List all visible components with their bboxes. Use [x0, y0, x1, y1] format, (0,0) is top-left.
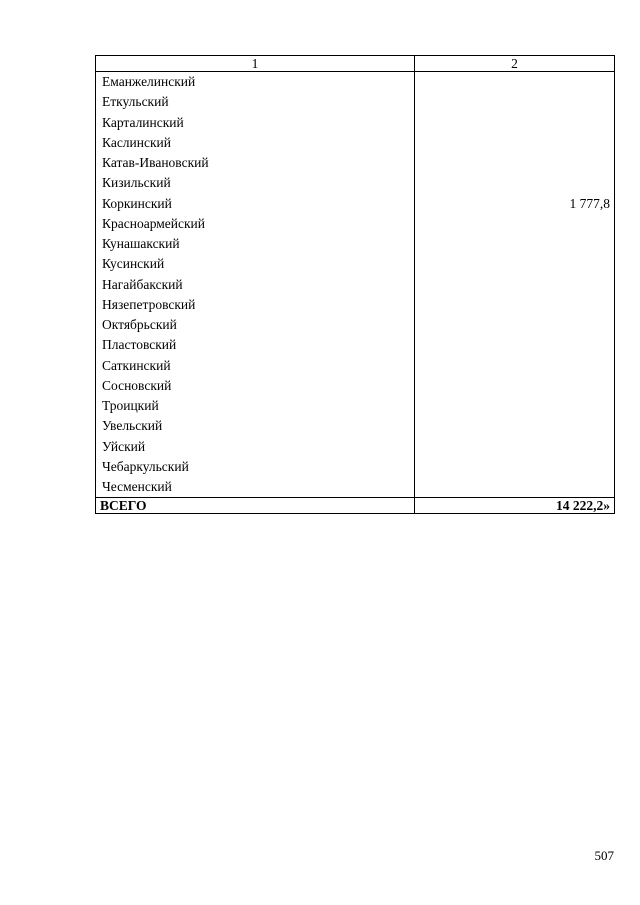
- amount-cell: [415, 477, 615, 498]
- district-name-cell: Уйский: [96, 437, 415, 457]
- district-name-cell: Нагайбакский: [96, 275, 415, 295]
- district-name-cell: Красноармейский: [96, 214, 415, 234]
- table-row: [96, 335, 615, 355]
- table-row: [96, 153, 615, 173]
- district-name-cell: Кизильский: [96, 173, 415, 193]
- column-header-1: 1: [96, 56, 415, 72]
- district-name-cell: Октябрьский: [96, 315, 415, 335]
- amount-cell: [415, 173, 615, 193]
- district-name-cell: Кунашакский: [96, 234, 415, 254]
- table-row: [96, 295, 615, 315]
- table-row: [96, 173, 615, 193]
- table-row: [96, 457, 615, 477]
- table-row: [96, 356, 615, 376]
- amount-cell: [415, 335, 615, 355]
- total-label: ВСЕГО: [96, 498, 415, 514]
- amount-cell: [415, 72, 615, 93]
- total-value: 14 222,2»: [415, 498, 615, 514]
- district-name-cell: Увельский: [96, 416, 415, 436]
- amount-cell: [415, 133, 615, 153]
- total-row: [96, 498, 615, 514]
- district-name-cell: Саткинский: [96, 356, 415, 376]
- district-name-cell: Катав-Ивановский: [96, 153, 415, 173]
- table-row: [96, 437, 615, 457]
- district-name-cell: Еткульский: [96, 92, 415, 112]
- amount-cell: [415, 214, 615, 234]
- district-name-cell: Еманжелинский: [96, 72, 415, 93]
- district-name-cell: Троицкий: [96, 396, 415, 416]
- header-row: [96, 56, 615, 72]
- table-row: [96, 376, 615, 396]
- amount-cell: [415, 457, 615, 477]
- district-name-cell: Чесменский: [96, 477, 415, 498]
- amount-cell: [415, 396, 615, 416]
- table-body: [96, 72, 615, 498]
- table-row: [96, 113, 615, 133]
- amount-cell: [415, 254, 615, 274]
- column-header-2: 2: [415, 56, 615, 72]
- data-table: [95, 55, 615, 514]
- amount-cell: [415, 356, 615, 376]
- table-row: [96, 477, 615, 498]
- district-name-cell: Каслинский: [96, 133, 415, 153]
- amount-cell: [415, 315, 615, 335]
- amount-cell: 1 777,8: [415, 194, 615, 214]
- district-name-cell: Сосновский: [96, 376, 415, 396]
- table-row: [96, 72, 615, 93]
- amount-cell: [415, 295, 615, 315]
- page-number: 507: [594, 848, 614, 863]
- district-name-cell: Нязепетровский: [96, 295, 415, 315]
- amount-cell: [415, 92, 615, 112]
- amount-cell: [415, 376, 615, 396]
- table-row: [96, 315, 615, 335]
- amount-cell: [415, 275, 615, 295]
- district-name-cell: Карталинский: [96, 113, 415, 133]
- table-row: [96, 396, 615, 416]
- district-name-cell: Чебаркульский: [96, 457, 415, 477]
- district-name-cell: Пластовский: [96, 335, 415, 355]
- table-row: [96, 214, 615, 234]
- district-name-cell: Коркинский: [96, 194, 415, 214]
- table-row: [96, 133, 615, 153]
- table-row: [96, 194, 615, 214]
- district-name-cell: Кусинский: [96, 254, 415, 274]
- amount-cell: [415, 234, 615, 254]
- amount-cell: [415, 153, 615, 173]
- table-row: [96, 92, 615, 112]
- table-row: [96, 234, 615, 254]
- amount-cell: [415, 437, 615, 457]
- table-row: [96, 254, 615, 274]
- amount-cell: [415, 416, 615, 436]
- amount-cell: [415, 113, 615, 133]
- table-row: [96, 416, 615, 436]
- table-row: [96, 275, 615, 295]
